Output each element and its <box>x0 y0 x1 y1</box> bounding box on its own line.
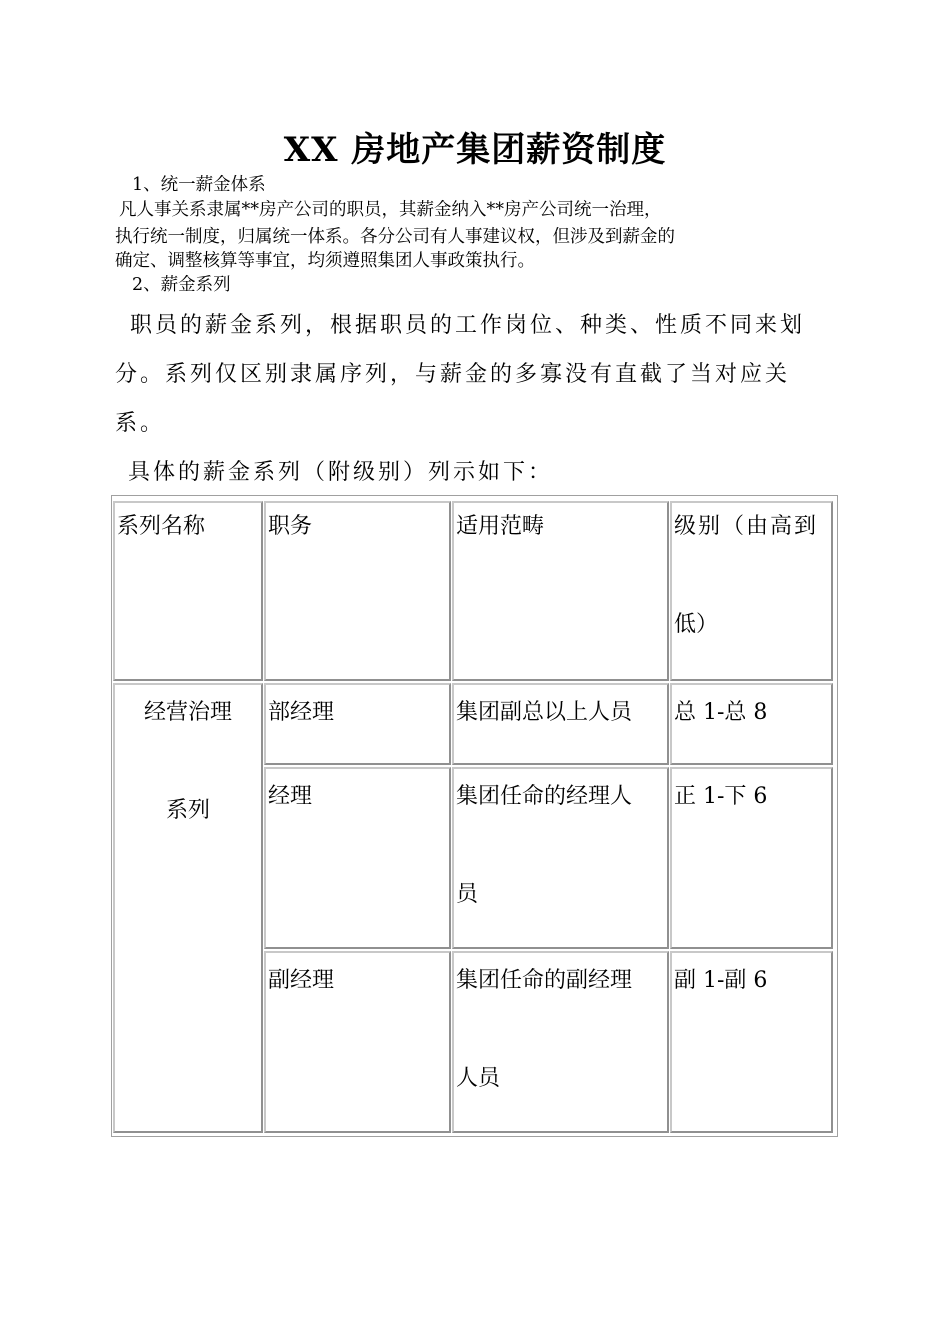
row-2-scope-line-1: 集团任命的经理人 <box>456 784 633 809</box>
row-3-scope-wrap <box>456 951 632 1127</box>
table-row <box>452 683 669 765</box>
table-header-cell <box>113 501 263 681</box>
section-2-heading: 2、薪金系列 <box>132 275 231 295</box>
row-3-scope-line-1: 集团任命的副经理 <box>456 968 633 993</box>
section-2-body-line-3: 系。 <box>115 411 166 436</box>
header-scope: 适用范畴 <box>456 514 545 539</box>
series-name-cell <box>113 683 263 1133</box>
table-row <box>670 951 833 1133</box>
document-title: XX 房地产集团薪资制度 <box>283 130 667 170</box>
row-3-scope-line-2: 人员 <box>456 1066 501 1091</box>
table-header-cell <box>452 501 669 681</box>
series-name-line-1: 经营治理 <box>143 700 232 725</box>
row-1-scope: 集团副总以上人员 <box>456 700 633 725</box>
row-3-level: 副 1-副 6 <box>674 968 768 993</box>
series-name-wrap <box>115 683 261 859</box>
section-2-body-line-2: 分。系列仅区别隶属序列，与薪金的多寡没有直截了当对应关 <box>115 362 791 387</box>
table-row <box>452 767 669 949</box>
table-row <box>452 951 669 1133</box>
header-level-line-1: 级别（由高到 <box>674 514 819 539</box>
header-level-wrap <box>674 501 818 673</box>
table-row <box>264 683 451 765</box>
row-2-scope-wrap <box>456 767 632 943</box>
section-1-body-line-3: 确定、调整核算等事宜，均须遵照集团人事政策执行。 <box>115 251 535 271</box>
table-row <box>670 683 833 765</box>
section-1-heading: 1、统一薪金体系 <box>132 175 266 195</box>
section-2-intro: 具体的薪金系列（附级别）列示如下： <box>128 460 554 485</box>
section-1-body-line-1: 凡人事关系隶属**房产公司的职员，其薪金纳入**房产公司统一治理， <box>119 200 662 220</box>
table-row <box>670 767 833 949</box>
table-row <box>264 951 451 1133</box>
row-2-level: 正 1-下 6 <box>674 784 768 809</box>
row-2-title: 经理 <box>268 784 313 809</box>
row-1-level: 总 1-总 8 <box>674 700 768 725</box>
table-row <box>264 767 451 949</box>
header-level-line-2: 低） <box>674 612 719 637</box>
row-2-scope-line-2: 员 <box>456 882 479 907</box>
section-2-body-line-1: 职员的薪金系列，根据职员的工作岗位、种类、性质不同来划 <box>130 313 806 338</box>
table-header-cell <box>264 501 451 681</box>
series-name-line-2: 系列 <box>165 798 210 823</box>
row-3-title: 副经理 <box>268 968 335 993</box>
header-position: 职务 <box>268 514 313 539</box>
section-1-body-line-2: 执行统一制度，归属统一体系。各分公司有人事建议权，但涉及到薪金的 <box>115 227 675 247</box>
row-1-title: 部经理 <box>268 700 335 725</box>
header-series-name: 系列名称 <box>117 514 206 539</box>
table-header-cell <box>670 501 833 681</box>
salary-series-table <box>111 495 838 1137</box>
